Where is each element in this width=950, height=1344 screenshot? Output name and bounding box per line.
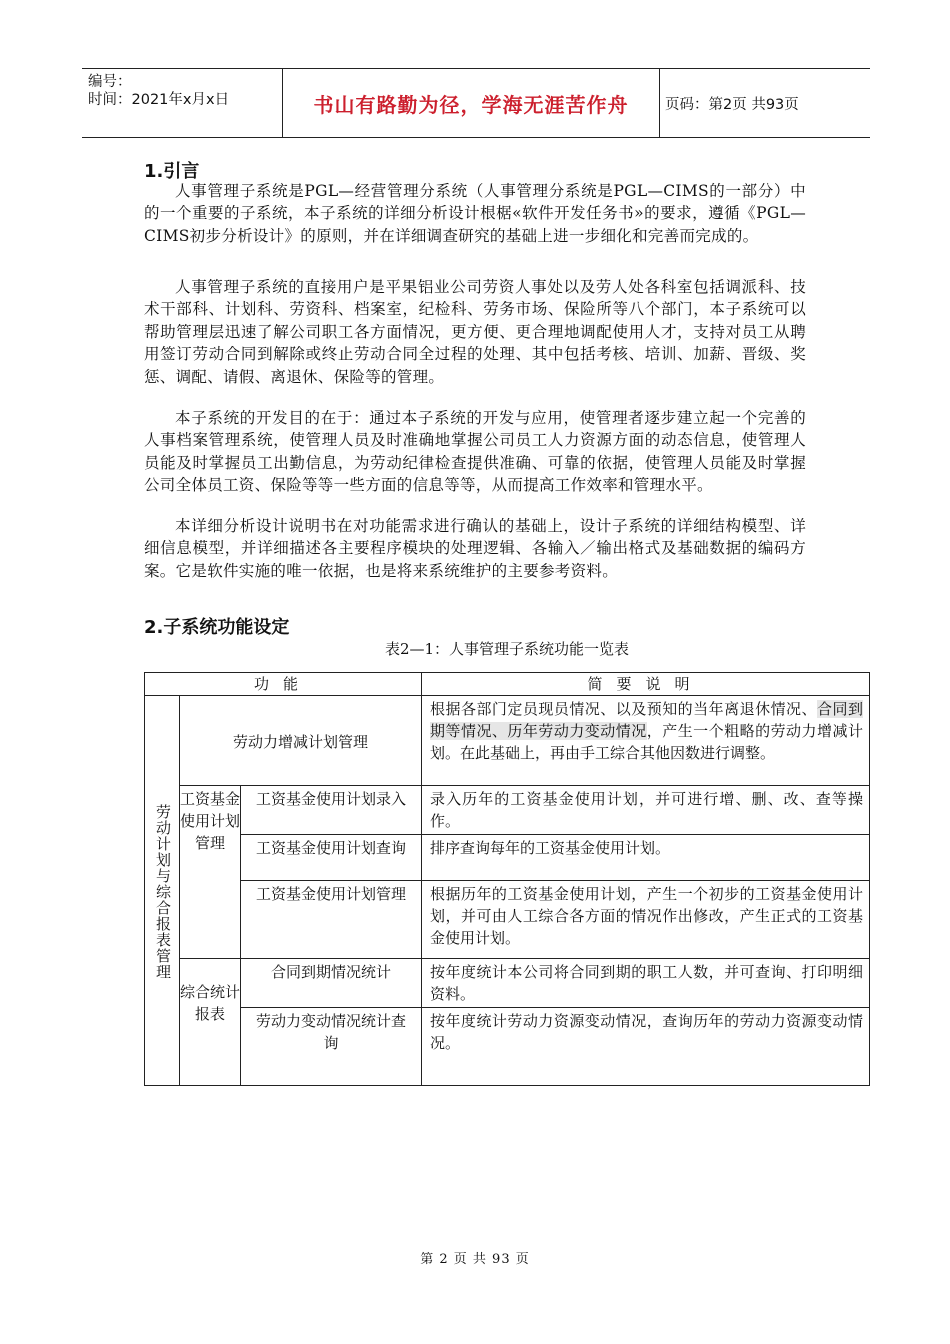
function-description: 录入历年的工资基金使用计划，并可进行增、删、改、查等操作。 bbox=[422, 786, 870, 835]
section-2-title: 2.子系统功能设定 bbox=[144, 617, 290, 638]
function-name: 合同到期情况统计 bbox=[241, 959, 422, 1008]
header-meta bbox=[82, 69, 283, 137]
function-description bbox=[422, 696, 870, 786]
highlighted-text: 合同到期等情况、历年劳动力变动情况 bbox=[430, 700, 863, 740]
section-1-title: 1.引言 bbox=[144, 161, 200, 182]
table-row bbox=[145, 881, 870, 959]
group-report-label: 综合统计报表 bbox=[180, 959, 241, 1086]
col-header-function: 功能 bbox=[145, 673, 422, 696]
function-description: 按年度统计劳动力资源变动情况，查询历年的劳动力资源变动情况。 bbox=[422, 1008, 870, 1086]
function-table bbox=[144, 672, 870, 1086]
table-row bbox=[145, 959, 870, 1008]
doc-number-label: 编号： bbox=[88, 74, 132, 90]
intro-paragraph-3: 本子系统的开发目的在于：通过本子系统的开发与应用，使管理者逐步建立起一个完善的人事档案管理系统，使管理人员及时准确地掌握公司员工人力资源方面的动态信息，使管理人员能及时掌握员工出勤信息，为劳动纪律检查提供准确、可靠的依据，使管理人员能及时掌握公司全体员工资、保险等等一些方面的信息等等，从而提高工作效率和管理水平。 bbox=[144, 409, 806, 495]
header-page-info: 页码：第2页 共93页 bbox=[665, 96, 799, 113]
table-row bbox=[145, 1008, 870, 1086]
table-header-row bbox=[145, 673, 870, 696]
intro-paragraph-2: 人事管理子系统的直接用户是平果铝业公司劳资人事处以及劳人处各科室包括调派科、技术干部科、计划科、劳资科、档案室，纪检科、劳务市场、保险所等八个部门，本子系统可以帮助管理层迅速了解公司职工各方面情况，更方便、更合理地调配使用人才，支持对员工从聘用签订劳动合同到解除或终止劳动合同全过程的处理、其中包括考核、培训、加薪、晋级、奖惩、调配、请假、离退休、保险等的管理。 bbox=[144, 278, 806, 386]
function-description: 根据历年的工资基金使用计划，产生一个初步的工资基金使用计划，并可由人工综合各方面的情况作出修改，产生正式的工资基金使用计划。 bbox=[422, 881, 870, 959]
table-row bbox=[145, 696, 870, 786]
function-description: 排序查询每年的工资基金使用计划。 bbox=[422, 835, 870, 881]
plan-desc-part-a: 根据各部门定员现员情况、以及预知的当年离退休情况、 bbox=[430, 700, 818, 718]
function-description: 按年度统计本公司将合同到期的职工人数，并可查询、打印明细资料。 bbox=[422, 959, 870, 1008]
function-name: 劳动力变动情况统计查询 bbox=[241, 1008, 422, 1086]
plan-desc-part-b: ，产生一个粗略的劳动力增减计划。在此基础上，再由手工综合其他因数进行调整。 bbox=[430, 722, 863, 762]
doc-date: 时间：2021年x月x日 bbox=[88, 92, 230, 108]
function-name: 工资基金使用计划管理 bbox=[241, 881, 422, 959]
group-wage-label: 工资基金使用计划管理 bbox=[180, 786, 241, 959]
function-name: 工资基金使用计划录入 bbox=[241, 786, 422, 835]
page-header bbox=[82, 68, 870, 138]
table-row bbox=[145, 786, 870, 835]
intro-paragraph-1: 人事管理子系统是PGL—经营管理分系统（人事管理分系统是PGL—CIMS的一部分）中的一个重要的子系统，本子系统的详细分析设计根椐«软件开发任务书»的要求，遵循《PGL—CIMS初步分析设计》的原则，并在详细调查研究的基础上进一步细化和完善而完成的。 bbox=[144, 182, 806, 245]
page-footer: 第 2 页 共 93 页 bbox=[420, 1252, 530, 1267]
header-motto: 书山有路勤为径，学海无涯苦作舟 bbox=[283, 69, 660, 137]
table-caption: 表2—1：人事管理子系统功能一览表 bbox=[384, 640, 630, 658]
col-header-description: 简要说明 bbox=[422, 673, 870, 696]
intro-paragraph-4: 本详细分析设计说明书在对功能需求进行确认的基础上，设计子系统的详细结构模型、详细信息模型，并详细描述各主要程序模块的处理逻辑、各输入／输出格式及基础数据的编码方案。它是软件实施的唯一依据，也是将来系统维护的主要参考资料。 bbox=[144, 517, 806, 580]
group-main-label: 劳动计划与综合报表管理 bbox=[145, 696, 180, 1086]
table-row bbox=[145, 835, 870, 881]
function-name: 劳动力增减计划管理 bbox=[180, 696, 422, 786]
function-name: 工资基金使用计划查询 bbox=[241, 835, 422, 881]
